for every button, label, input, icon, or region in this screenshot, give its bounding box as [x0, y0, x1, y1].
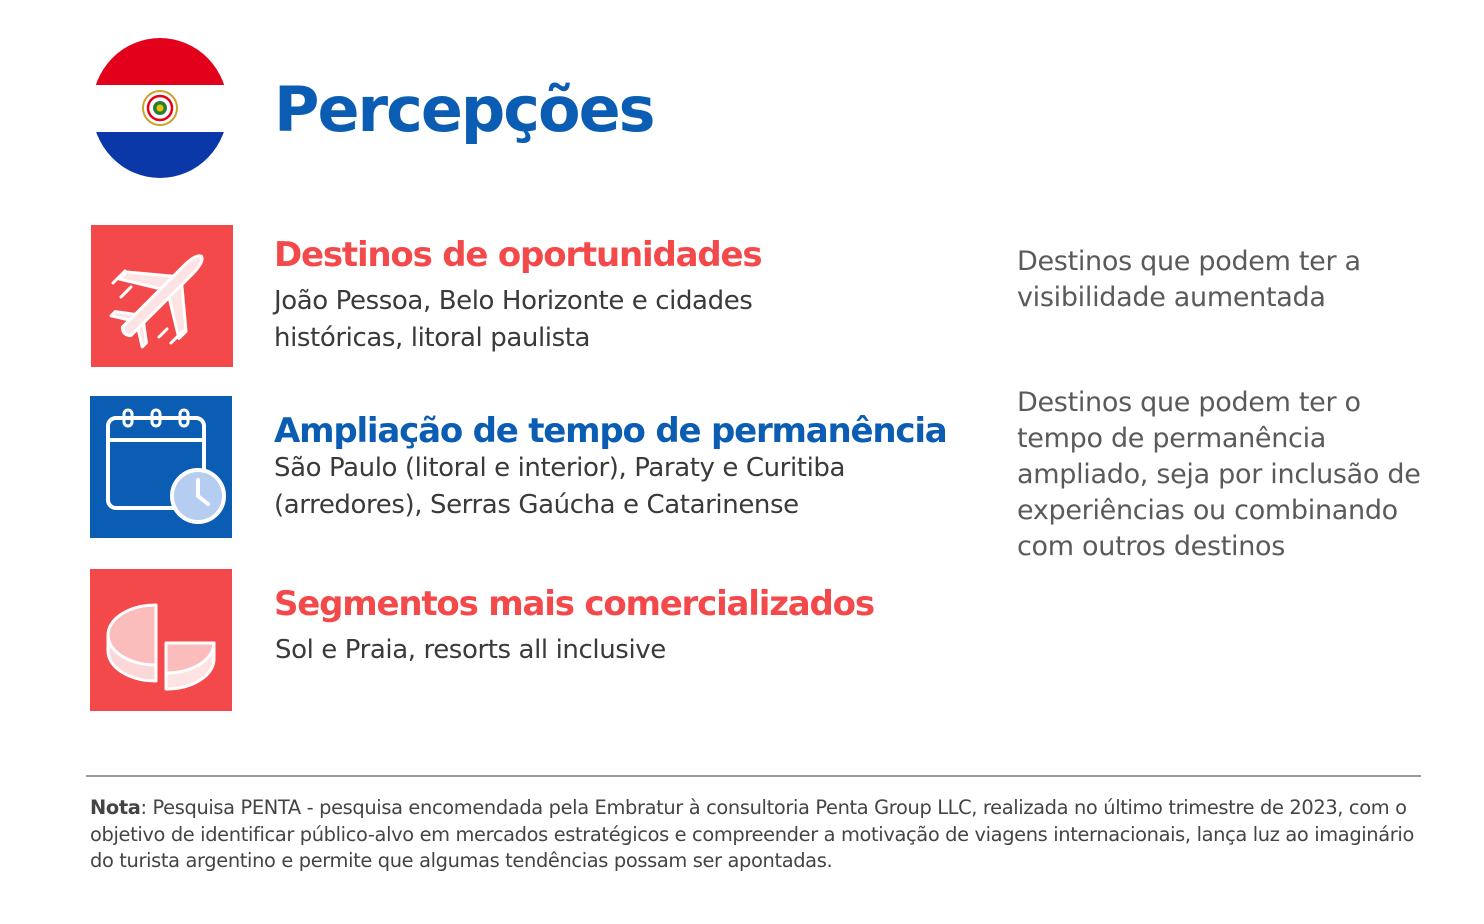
side-note-line: Destinos que podem ter o	[1017, 387, 1361, 418]
paraguay-flag-icon	[92, 38, 228, 178]
side-note-permanencia	[1017, 385, 1437, 565]
side-note-line: tempo de permanência	[1017, 423, 1327, 454]
row-desc-line: (arredores), Serras Gaúcha e Catarinense	[274, 490, 799, 520]
airplane-icon	[91, 225, 233, 367]
row-desc-line: São Paulo (litoral e interior), Paraty e Curitiba	[274, 453, 846, 483]
footer-divider	[86, 775, 1421, 777]
side-note-line: Destinos que podem ter a	[1017, 246, 1361, 277]
footer-note	[90, 795, 1420, 875]
row-desc-line: Sol e Praia, resorts all inclusive	[275, 635, 666, 665]
page-title: Percepções	[274, 73, 654, 146]
side-note-line: com outros destinos	[1017, 531, 1286, 562]
side-note-line: experiências ou combinando	[1017, 495, 1398, 526]
note-label: Nota	[90, 796, 141, 819]
row-title-segmentos: Segmentos mais comercializados	[274, 584, 874, 624]
row-desc-segmentos	[275, 632, 666, 669]
row-desc-line: João Pessoa, Belo Horizonte e cidades	[274, 286, 753, 316]
side-note-line: ampliado, seja por inclusão de	[1017, 459, 1421, 490]
note-text: : Pesquisa PENTA - pesquisa encomendada pela Embratur à consultoria Penta Group LLC, realizada no último trimestre de 2023, com o objetivo de identificar público-alvo em mercados estratégicos e compreender a motivação de viagens internacionais, lança luz ao imaginário do turista argentino e permite que algumas tendências possam ser apontadas.	[90, 796, 1414, 872]
calendar-clock-icon	[90, 396, 232, 538]
row-desc-line: históricas, litoral paulista	[274, 323, 591, 353]
row-title-destinos: Destinos de oportunidades	[274, 235, 762, 275]
pie-chart-icon	[90, 569, 232, 711]
row-desc-ampliacao	[274, 450, 845, 524]
row-desc-destinos	[274, 283, 752, 357]
side-note-line: visibilidade aumentada	[1017, 282, 1326, 313]
row-title-ampliacao: Ampliação de tempo de permanência	[274, 411, 947, 451]
side-note-visibilidade	[1017, 244, 1437, 316]
